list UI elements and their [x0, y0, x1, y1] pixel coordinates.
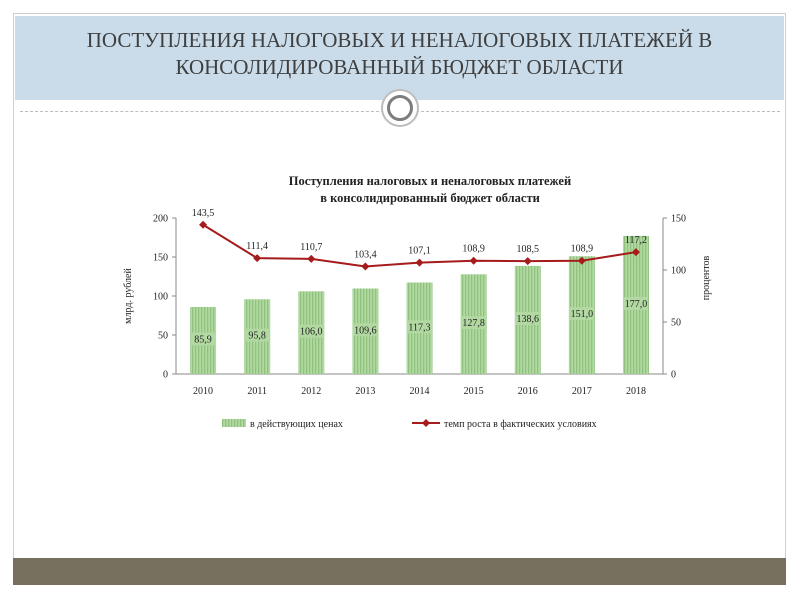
- left-axis-ticks: [153, 214, 176, 381]
- line-value-label: 111,4: [246, 241, 269, 253]
- bar-value-label: 138,6: [516, 313, 539, 325]
- left-axis-label: млрд. рублей: [123, 268, 134, 324]
- line-value-label: 117,2: [624, 235, 648, 247]
- line-marker: [416, 259, 424, 267]
- x-axis-tick-label: 2013: [355, 386, 376, 397]
- bar-value-label: 95,8: [248, 330, 266, 342]
- line-value-label: 108,9: [462, 243, 485, 255]
- left-axis-tick-label: 50: [158, 330, 168, 342]
- line-marker: [524, 257, 532, 265]
- chart-title-line-1: Поступления налоговых и неналоговых платежей: [288, 174, 572, 188]
- right-axis-tick-label: 0: [671, 369, 676, 381]
- legend: [222, 419, 597, 430]
- right-axis-ticks: [663, 214, 686, 381]
- right-axis-tick-label: 100: [671, 265, 686, 277]
- line-value-labels: [192, 208, 647, 261]
- line-marker: [361, 262, 369, 270]
- line-value-label: 108,5: [516, 244, 539, 256]
- legend-bar-label: в действующих ценах: [250, 419, 343, 430]
- line-value-label: 107,1: [408, 245, 431, 257]
- left-axis-tick-label: 0: [163, 369, 168, 381]
- bar-value-label: 109,6: [354, 325, 377, 337]
- x-axis-tick-label: 2017: [571, 386, 592, 397]
- line-value-label: 108,9: [570, 243, 594, 255]
- left-axis-tick-label: 150: [153, 252, 168, 264]
- bar-value-label: 106,0: [300, 326, 323, 338]
- slide-title-line-2: КОНСОЛИДИРОВАННЫЙ БЮДЖЕТ ОБЛАСТИ: [175, 55, 624, 79]
- x-axis-tick-label: 2018: [625, 386, 646, 397]
- slide-title-line-1: ПОСТУПЛЕНИЯ НАЛОГОВЫХ И НЕНАЛОГОВЫХ ПЛАТЕЖЕЙ В: [86, 28, 713, 52]
- legend-bar-swatch: [222, 419, 246, 427]
- footer-band: [13, 558, 786, 585]
- line-value-label: 110,7: [300, 241, 323, 253]
- right-axis-tick-label: 50: [671, 317, 681, 329]
- bar-value-label: 177,0: [624, 298, 648, 310]
- bar-value-label: 151,0: [570, 309, 594, 321]
- legend-line-label: темп роста в фактических условиях: [444, 419, 597, 430]
- bar-value-label: 85,9: [194, 334, 212, 346]
- x-axis-tick-label: 2012: [301, 386, 322, 397]
- bar-value-label: 117,3: [408, 322, 431, 334]
- chart-title-line-2: в консолидированный бюджет области: [320, 191, 540, 205]
- x-axis-tick-label: 2011: [247, 386, 267, 397]
- legend-line-marker: [422, 419, 430, 427]
- line-value-label: 103,4: [354, 249, 377, 261]
- line-marker: [470, 257, 478, 265]
- line-value-label: 143,5: [191, 207, 215, 219]
- left-axis-tick-label: 100: [153, 291, 168, 303]
- x-axis-tick-label: 2015: [463, 386, 484, 397]
- x-axis-tick-label: 2010: [193, 386, 214, 397]
- right-axis-tick-label: 150: [671, 213, 686, 225]
- x-axis-tick-label: 2016: [517, 386, 538, 397]
- left-axis-tick-label: 200: [153, 213, 168, 225]
- x-axis-tick-labels: [193, 386, 646, 397]
- right-axis-label: процентов: [701, 255, 712, 301]
- bar-value-label: 127,8: [462, 318, 485, 330]
- line-marker: [307, 255, 315, 263]
- x-axis-tick-label: 2014: [409, 386, 430, 397]
